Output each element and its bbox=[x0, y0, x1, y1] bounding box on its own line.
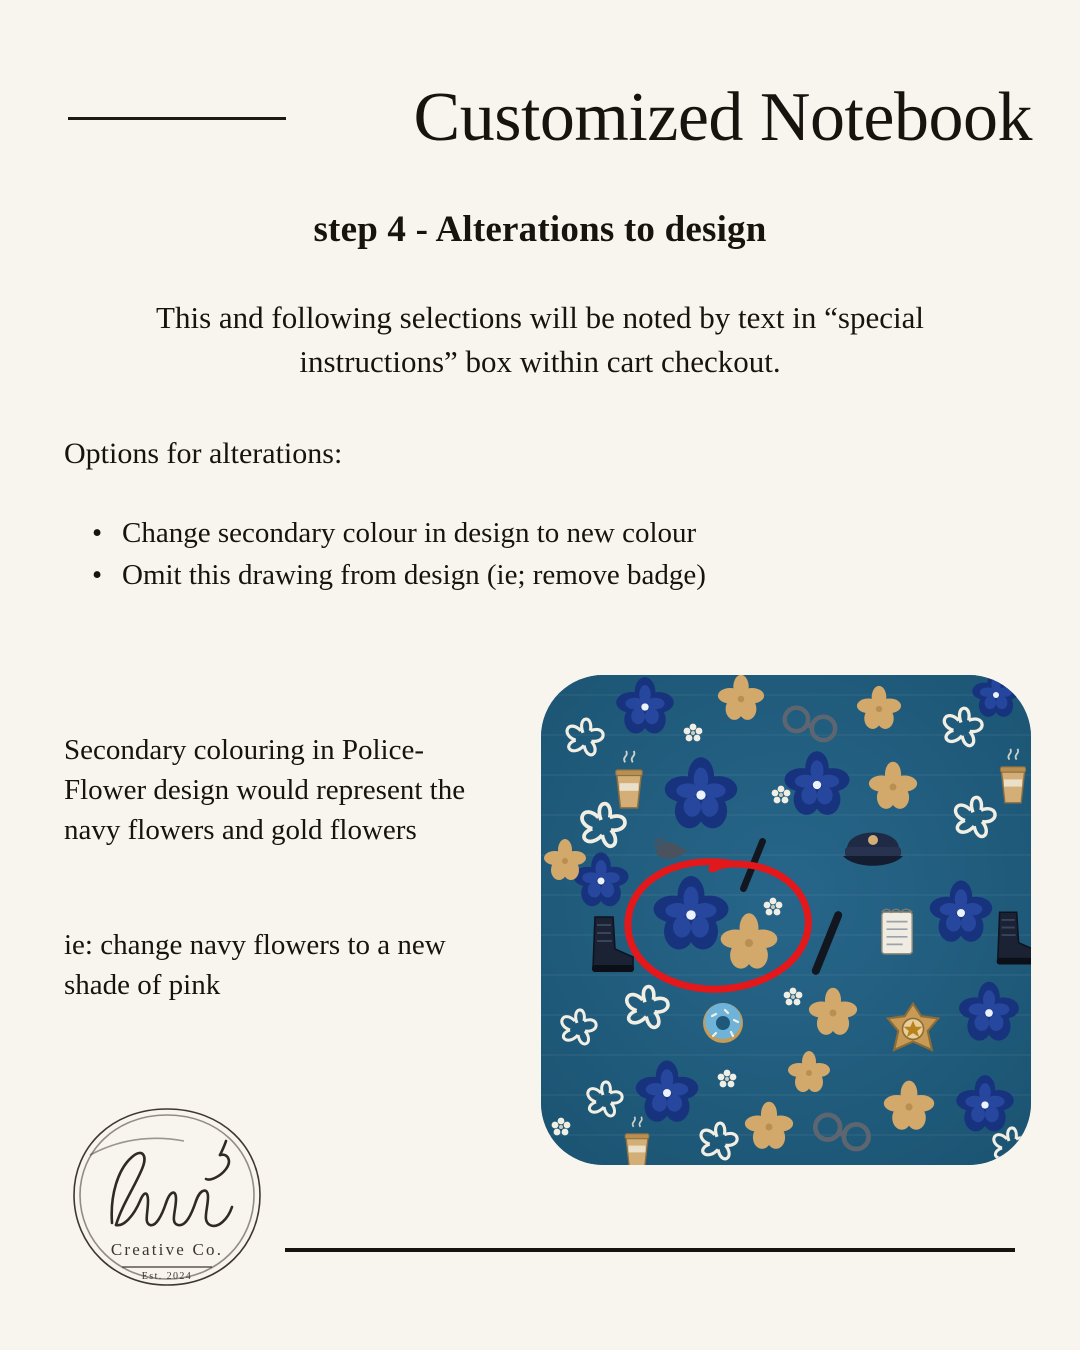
brand-logo bbox=[60, 1095, 275, 1300]
secondary-colouring-paragraph: Secondary colouring in Police- Flower design would represent the navy flowers and gold flowers bbox=[64, 734, 466, 847]
logo-tagline: Creative Co. bbox=[110, 1240, 224, 1259]
page-title: Customized Notebook bbox=[413, 79, 1032, 156]
intro-paragraph: This and following selections will be noted by text in “special instructions” box within cart checkout. bbox=[156, 300, 924, 380]
list-item-label: Omit this drawing from design (ie; remove badge) bbox=[122, 559, 706, 592]
options-label: Options for alterations: bbox=[64, 437, 343, 470]
list-item-label: Change secondary colour in design to new colour bbox=[122, 517, 697, 549]
header-rule-decoration bbox=[68, 117, 286, 120]
bullet-icon: • bbox=[92, 517, 103, 549]
page-header bbox=[0, 72, 1080, 164]
list-item bbox=[64, 554, 924, 596]
footer-rule-decoration bbox=[285, 1248, 1015, 1252]
list-item bbox=[64, 512, 924, 554]
logo-established: Est. 2024 bbox=[141, 1271, 193, 1282]
police-flower-fabric-swatch bbox=[541, 675, 1031, 1165]
options-list bbox=[64, 512, 924, 597]
example-change-paragraph: ie: change navy flowers to a new shade of pink bbox=[64, 929, 446, 1002]
bullet-icon: • bbox=[92, 559, 103, 592]
step-heading: step 4 - Alterations to design bbox=[313, 209, 767, 250]
